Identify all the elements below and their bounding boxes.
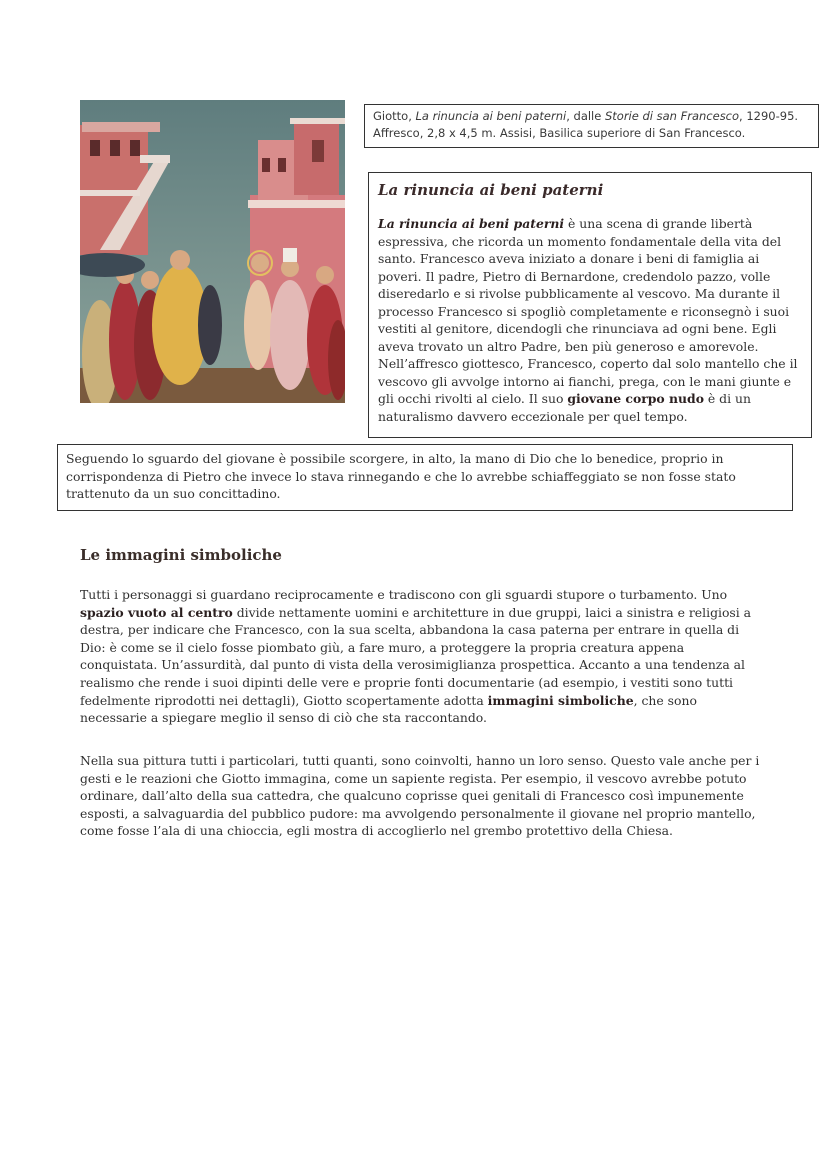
box-lead-title: La rinuncia ai beni paterni	[378, 216, 565, 231]
p1-text-c: , che sono necessarie a spiegare meglio il senso di ciò che sta raccontando.	[80, 692, 697, 726]
section-paragraph-2: Nella sua pittura tutti i particolari, tutti quanti, sono coinvolti, hanno un loro senso. Questo vale anche per i gesti e le reazioni che Giotto immagina, come un sapiente regista. Per esempio, il vescovo avrebbe potuto ordinare, dall’alto della sua cattedra, che qualcuno coprisse quei genitali di Francesco così impunemente esposti, a salvaguardia del pubblico pudore: ma avvolgendo personalmente il giovane nel proprio mantello, come fosse l’ala di una chioccia, egli mostra di accoglierlo nel grembo protettivo della Chiesa.	[80, 753, 760, 839]
wide-box-text: Seguendo lo sguardo del giovane è possibile scorgere, in alto, la mano di Dio che lo benedice, proprio in corrispondenza di Pietro che invece lo stava rinnegando e che lo avrebbe schiaffeggiato se non fosse stato trattenuto da un suo concittadino.	[66, 451, 736, 501]
fresco-painting-image	[80, 100, 345, 403]
p1-text-a: Tutti i personaggi si guardano reciprocamente e tradiscono con gli sguardi stupore o turbamento. Uno	[80, 587, 728, 602]
section-title: Le immagini simboliche	[80, 546, 282, 564]
box-text-2: è di un naturalismo davvero eccezionale per quel tempo.	[378, 391, 751, 424]
p1-bold-1: spazio vuoto al centro	[80, 604, 233, 620]
caption-series: Storie di san Francesco	[604, 109, 740, 123]
box-bold-1: giovane corpo nudo	[567, 391, 704, 406]
box-paragraph	[378, 215, 802, 425]
section-paragraph-1	[80, 586, 760, 727]
painting-caption	[364, 104, 819, 148]
caption-title: La rinuncia ai beni paterni	[415, 109, 567, 123]
description-box	[368, 172, 812, 438]
box-text-1: è una scena di grande libertà espressiva, che ricorda un momento fondamentale della vita del santo. Francesco aveva iniziato a donare i beni di famiglia ai poveri. Il padre, Pietro di Bernardone, credendolo pazzo, volle diseredarlo e si rivolse pubblicamente al vescovo. Ma durante il processo Francesco si spogliò completamente e riconsegnò i suoi vestiti al genitore, dicendogli che rinunciava ad ogni bene. Egli aveva trovato un altro Padre, ben più generoso e amorevole. Nell’affresco giottesco, Francesco, coperto dal solo mantello che il vescovo gli avvolge intorno ai fianchi, prega, con le mani giunte e gli occhi rivolti al cielo. Il suo	[378, 216, 798, 406]
p1-bold-2: immagini simboliche	[487, 692, 634, 708]
caption-details: Affresco, 2,8 x 4,5 m. Assisi, Basilica superiore di San Francesco.	[373, 126, 746, 140]
box-heading: La rinuncia ai beni paterni	[378, 181, 604, 199]
hand-of-god-box	[57, 444, 793, 511]
p1-text-b: divide nettamente uomini e architetture in due gruppi, laici a sinistra e religiosi a destra, per indicare che Francesco, con la sua scelta, abbandona la casa paterna per entrare in quella di Dio: è come se il cielo fosse piombato giù, a fare muro, a proteggere la propria creatura appena conquistata. Un’assurdità, dal punto di vista della verosimiglianza prospettica. Accanto a una tendenza al realismo che rende i suoi dipinti delle vere e proprie fonti documentarie (ad esempio, i vestiti sono tutti fedelmente riprodotti nei dettagli), Giotto scopertamente adotta	[80, 604, 752, 708]
caption-artist: Giotto,	[373, 109, 416, 123]
caption-from: , dalle	[566, 109, 605, 123]
caption-date: , 1290-95.	[739, 109, 799, 123]
